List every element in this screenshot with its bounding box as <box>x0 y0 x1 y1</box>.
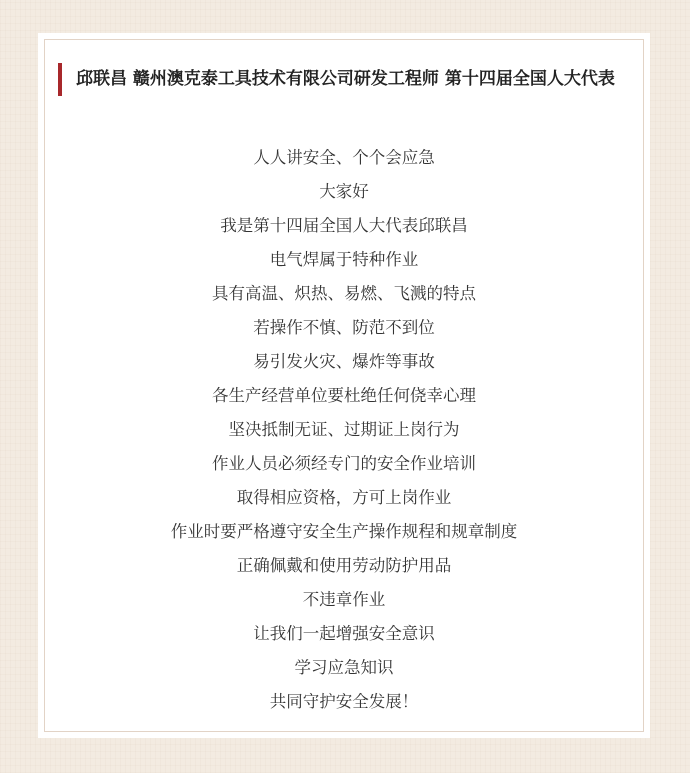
speech-line: 正确佩戴和使用劳动防护用品 <box>236 556 452 575</box>
speech-line: 人人讲安全、个个会应急 <box>253 148 435 167</box>
speech-line: 大家好 <box>319 182 369 201</box>
speech-line: 共同守护安全发展！ <box>269 692 419 711</box>
speech-line: 取得相应资格，方可上岗作业 <box>236 488 452 507</box>
speech-line: 易引发火灾、爆炸等事故 <box>253 352 435 371</box>
speech-line: 作业人员必须经专门的安全作业培训 <box>212 454 476 473</box>
speech-line: 我是第十四届全国人大代表邱联昌 <box>220 216 468 235</box>
content-card <box>38 33 650 738</box>
speaker-heading: 邱联昌 赣州澳克泰工具技术有限公司研发工程师 第十四届全国人大代表 <box>58 63 636 96</box>
speech-line: 坚决抵制无证、过期证上岗行为 <box>228 420 460 439</box>
speech-line: 让我们一起增强安全意识 <box>253 624 435 643</box>
speech-lines <box>38 141 650 719</box>
speech-line: 各生产经营单位要杜绝任何侥幸心理 <box>212 386 476 405</box>
speech-line: 若操作不慎、防范不到位 <box>253 318 435 337</box>
speech-line: 具有高温、炽热、易燃、飞溅的特点 <box>212 284 476 303</box>
speech-line: 电气焊属于特种作业 <box>269 250 419 269</box>
speech-line: 学习应急知识 <box>294 658 394 677</box>
speech-line: 作业时要严格遵守安全生产操作规程和规章制度 <box>170 522 518 541</box>
speech-line: 不违章作业 <box>302 590 386 609</box>
